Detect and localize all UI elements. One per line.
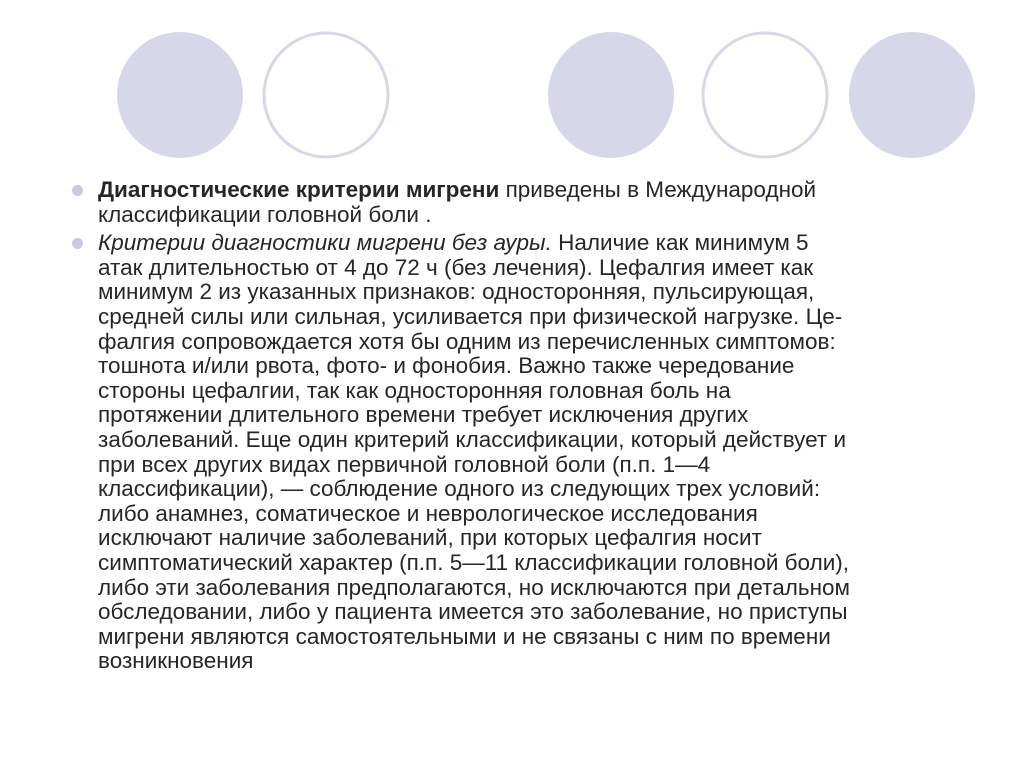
bullet-2-line-3: минимум 2 из указанных признаков: односторонняя, пульсирующая,: [98, 279, 815, 305]
bullet-2-line-17: мигрени являются самостоятельными и не связаны с ним по времени: [98, 623, 831, 649]
bullet-2-line-12: либо анамнез, соматическое и неврологическое исследования: [98, 500, 758, 526]
bullet-2-line-5: фалгия сопровождается хотя бы одним из перечисленных симптомов:: [98, 328, 836, 354]
slide-body: [72, 178, 972, 678]
filled-circle-2: [548, 32, 674, 158]
bullet-2-line-16: обследовании, либо у пациента имеется это заболевание, но приступы: [98, 599, 848, 625]
bullet-2-lead: Критерии диагностики мигрени без ауры.: [98, 230, 552, 256]
bullet-2-line-8: протяжении длительного времени требует исключения других: [98, 402, 749, 428]
bullet-2-line-14: симптоматический характер (п.п. 5—11 классификации головной боли),: [98, 549, 850, 575]
bullet-dot-icon: [72, 185, 83, 196]
bullet-2-line-4: средней силы или сильная, усиливается при физической нагрузке. Це-: [98, 303, 843, 329]
bullet-2-line-9: заболеваний. Еще один критерий классификации, который действует и: [98, 426, 847, 452]
bullet-2-text-1: Наличие как минимум 5: [551, 230, 809, 256]
filled-circle-1: [117, 32, 243, 158]
outline-circle-2: [703, 33, 827, 157]
bullet-2-line-15: либо эти заболевания предполагаются, но исключаются при детальном: [98, 574, 850, 600]
bullet-item-2: [72, 231, 972, 674]
bullet-1-text-1: приведены в Международной: [499, 177, 817, 202]
bullet-1-line-1: [98, 178, 972, 203]
filled-circle-3: [849, 32, 975, 158]
bullet-2-line-18: возникновения: [98, 648, 254, 674]
bullet-1-lead: Диагностические критерии мигрени: [98, 177, 500, 202]
bullet-dot-icon: [72, 238, 83, 249]
bullet-2-line-1: [98, 231, 972, 256]
bullet-2-line-13: исключают наличие заболеваний, при которых цефалгия носит: [98, 525, 762, 551]
decorative-circles: [0, 0, 1024, 190]
bullet-item-1: [72, 178, 972, 227]
bullet-2-line-11: классификации), — соблюдение одного из следующих трех условий:: [98, 476, 821, 502]
bullet-2-line-10: при всех других видах первичной головной боли (п.п. 1—4: [98, 451, 711, 477]
bullet-2-line-2: атак длительностью от 4 до 72 ч (без лечения). Цефалгия имеет как: [98, 254, 814, 280]
outline-circle-1: [264, 33, 388, 157]
bullet-1-line-2: классификации головной боли .: [98, 201, 432, 227]
bullet-2-line-7: стороны цефалгии, так как односторонняя головная боль на: [98, 377, 731, 403]
bullet-2-line-6: тошнота и/или рвота, фото- и фонобия. Важно также чередование: [98, 353, 795, 379]
